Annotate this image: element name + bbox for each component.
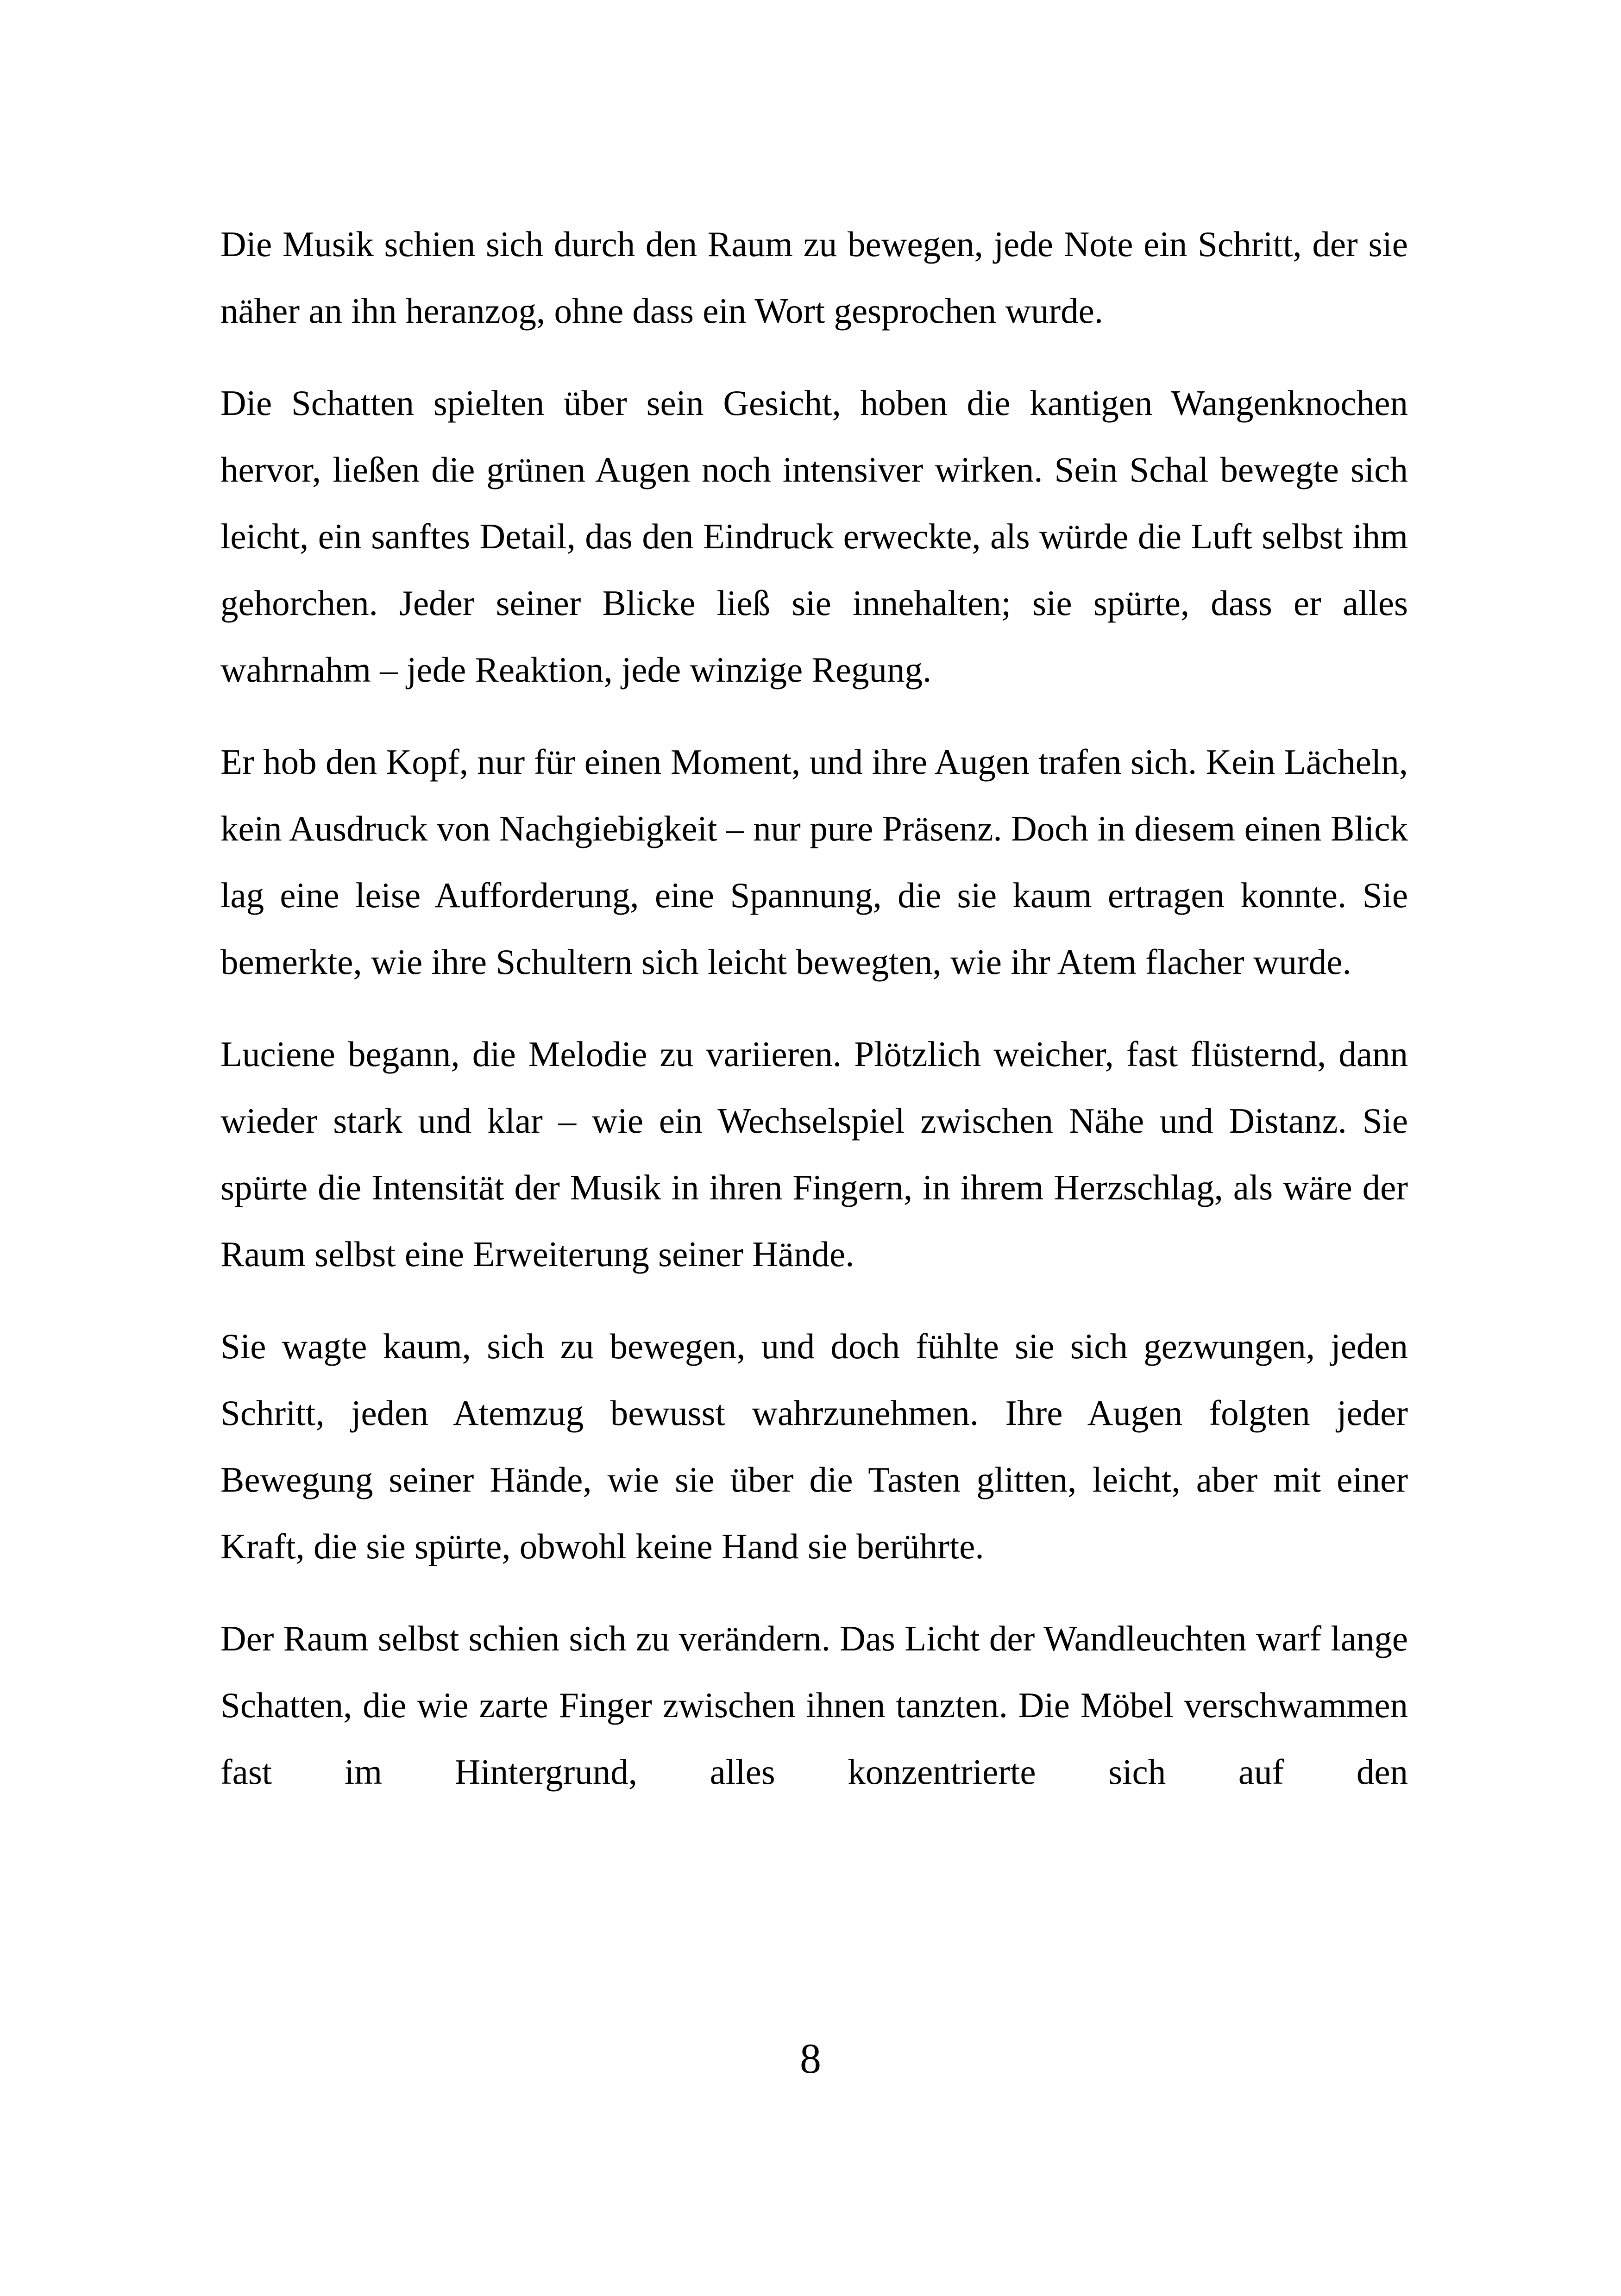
body-text [220, 211, 1408, 1805]
paragraph: Sie wagte kaum, sich zu bewegen, und doch fühlte sie sich gezwungen, jeden Schritt, jeden Atemzug bewusst wahrzunehmen. Ihre Augen folgten jeder Bewegung seiner Hände, wie sie über die Tasten glitten, leicht, aber mit einer Kraft, die sie spürte, obwohl keine Hand sie berührte. [220, 1326, 1408, 1566]
paragraph-continued: Der Raum selbst schien sich zu verändern. Das Licht der Wandleuchten warf lange Schatten, die wie zarte Finger zwischen ihnen tanzten. Die Möbel verschwammen fast im Hintergrund, alles konzentrierte sich auf den [220, 1618, 1408, 1792]
page-number: 8 [800, 2035, 821, 2082]
paragraph: Luciene begann, die Melodie zu variieren. Plötzlich weicher, fast flüsternd, dann wieder stark und klar – wie ein Wechselspiel zwischen Nähe und Distanz. Sie spürte die Intensität der Musik in ihren Fingern, in ihrem Herzschlag, als wäre der Raum selbst eine Erweiterung seiner Hände. [220, 1034, 1408, 1274]
paragraph: Die Schatten spielten über sein Gesicht, hoben die kantigen Wangenknochen hervor, ließen die grünen Augen noch intensiver wirken. Sein Schal bewegte sich leicht, ein sanftes Detail, das den Eindruck erweckte, als würde die Luft selbst ihm gehorchen. Jeder seiner Blicke ließ sie innehalten; sie spürte, dass er alles wahrnahm – jede Reaktion, jede winzige Regung. [220, 383, 1408, 690]
paragraph: Die Musik schien sich durch den Raum zu bewegen, jede Note ein Schritt, der sie näher an ihn heranzog, ohne dass ein Wort gesprochen wurde. [220, 224, 1408, 331]
paragraph: Er hob den Kopf, nur für einen Moment, und ihre Augen trafen sich. Kein Lächeln, kein Ausdruck von Nachgiebigkeit – nur pure Präsenz. Doch in diesem einen Blick lag eine leise Aufforderung, eine Spannung, die sie kaum ertragen konnte. Sie bemerkte, wie ihre Schultern sich leicht bewegten, wie ihr Atem flacher wurde. [220, 742, 1408, 982]
